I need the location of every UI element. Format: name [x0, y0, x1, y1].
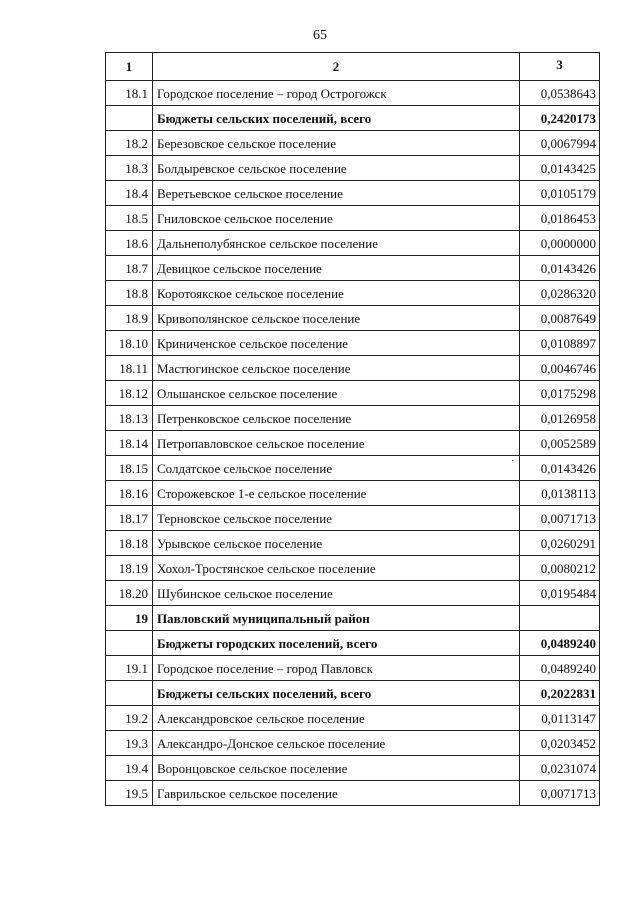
row-value-cell: 0,0175298: [520, 381, 600, 406]
table-row: [106, 406, 600, 431]
table-row: [106, 231, 600, 256]
budget-table: [105, 52, 600, 806]
row-value-cell: 0,0105179: [520, 181, 600, 206]
table-row: [106, 606, 600, 631]
column-header-2: 2: [153, 53, 520, 81]
row-name-cell: Гаврильское сельское поселение: [153, 781, 520, 806]
table-row: [106, 306, 600, 331]
row-number-cell: 19.4: [106, 756, 153, 781]
row-number-cell: 18.5: [106, 206, 153, 231]
row-number-cell: [106, 631, 153, 656]
row-name-cell: Шубинское сельское поселение: [153, 581, 520, 606]
table-row: [106, 331, 600, 356]
table-row: [106, 181, 600, 206]
row-name-cell: Березовское сельское поселение: [153, 131, 520, 156]
row-number-cell: 19.2: [106, 706, 153, 731]
row-name-cell: Петренковское сельское поселение: [153, 406, 520, 431]
row-name-cell: Болдыревское сельское поселение: [153, 156, 520, 181]
row-name-cell: Бюджеты сельских поселений, всего: [153, 106, 520, 131]
row-number-cell: 18.2: [106, 131, 153, 156]
row-value-cell: 0,0046746: [520, 356, 600, 381]
row-value-cell: 0,0143426: [520, 256, 600, 281]
row-number-cell: [106, 106, 153, 131]
row-name-cell: Бюджеты городских поселений, всего: [153, 631, 520, 656]
row-value-cell: 0,0113147: [520, 706, 600, 731]
row-number-cell: 18.8: [106, 281, 153, 306]
row-name-cell: Александровское сельское поселение: [153, 706, 520, 731]
row-value-cell: 0,0067994: [520, 131, 600, 156]
row-value-cell: 0,0186453: [520, 206, 600, 231]
row-number-cell: [106, 681, 153, 706]
column-header-1: 1: [106, 53, 153, 81]
table-row: [106, 106, 600, 131]
row-number-cell: 18.10: [106, 331, 153, 356]
row-name-cell: Веретьевское сельское поселение: [153, 181, 520, 206]
row-name-cell: Солдатское сельское поселение: [153, 456, 520, 481]
row-number-cell: 19.5: [106, 781, 153, 806]
table-row: [106, 356, 600, 381]
table-row: [106, 656, 600, 681]
table-row: [106, 381, 600, 406]
row-value-cell: 0,0260291: [520, 531, 600, 556]
row-name-cell: Коротоякское сельское поселение: [153, 281, 520, 306]
row-number-cell: 18.15: [106, 456, 153, 481]
row-number-cell: 18.17: [106, 506, 153, 531]
row-value-cell: 0,0286320: [520, 281, 600, 306]
table-row: [106, 81, 600, 106]
row-name-cell: Городское поселение – город Павловск: [153, 656, 520, 681]
row-number-cell: 19.3: [106, 731, 153, 756]
row-value-cell: 0,0489240: [520, 631, 600, 656]
table-row: [106, 731, 600, 756]
row-name-cell: Петропавловское сельское поселение: [153, 431, 520, 456]
table-row: [106, 156, 600, 181]
row-number-cell: 18.16: [106, 481, 153, 506]
row-value-cell: 0,0489240: [520, 656, 600, 681]
table-row: [106, 531, 600, 556]
row-value-cell: 0,2022831: [520, 681, 600, 706]
row-value-cell: 0,0203452: [520, 731, 600, 756]
table-row: [106, 256, 600, 281]
row-value-cell: 0,0195484: [520, 581, 600, 606]
row-name-cell: Урывское сельское поселение: [153, 531, 520, 556]
row-number-cell: 18.19: [106, 556, 153, 581]
row-name-cell: Девицкое сельское поселение: [153, 256, 520, 281]
row-value-cell: 0,0231074: [520, 756, 600, 781]
row-value-cell: 0,0000000: [520, 231, 600, 256]
row-number-cell: 18.14: [106, 431, 153, 456]
table-row: [106, 206, 600, 231]
row-number-cell: 18.9: [106, 306, 153, 331]
table-row: [106, 581, 600, 606]
row-value-cell: 0,0071713: [520, 506, 600, 531]
row-number-cell: 18.1: [106, 81, 153, 106]
row-name-cell: Кривополянское сельское поселение: [153, 306, 520, 331]
row-name-cell: Дальнеполубянское сельское поселение: [153, 231, 520, 256]
row-number-cell: 18.6: [106, 231, 153, 256]
row-name-cell: Мастюгинское сельское поселение: [153, 356, 520, 381]
row-name-cell: Хохол-Тростянское сельское поселение: [153, 556, 520, 581]
table-row: [106, 131, 600, 156]
row-number-cell: 18.20: [106, 581, 153, 606]
table-row: [106, 706, 600, 731]
row-value-cell: 0,0108897: [520, 331, 600, 356]
table-row: [106, 756, 600, 781]
table-row: [106, 631, 600, 656]
row-number-cell: 18.11: [106, 356, 153, 381]
table-header-row: [106, 53, 600, 81]
row-number-cell: 19: [106, 606, 153, 631]
row-name-cell: Воронцовское сельское поселение: [153, 756, 520, 781]
row-value-cell: 0,0138113: [520, 481, 600, 506]
table-row: [106, 506, 600, 531]
row-number-cell: 19.1: [106, 656, 153, 681]
row-name-cell: Криниченское сельское поселение: [153, 331, 520, 356]
table-row: [106, 456, 600, 481]
row-number-cell: 18.13: [106, 406, 153, 431]
row-number-cell: 18.3: [106, 156, 153, 181]
row-name-cell: Павловский муниципальный район: [153, 606, 520, 631]
row-name-cell: Городское поселение – город Острогожск: [153, 81, 520, 106]
row-value-cell: 0,0052589: [520, 431, 600, 456]
table-row: [106, 431, 600, 456]
table-row: [106, 781, 600, 806]
row-number-cell: 18.7: [106, 256, 153, 281]
row-value-cell: 0,0087649: [520, 306, 600, 331]
row-value-cell: 0,0143426: [520, 456, 600, 481]
row-name-cell: Терновское сельское поселение: [153, 506, 520, 531]
row-name-cell: Бюджеты сельских поселений, всего: [153, 681, 520, 706]
row-name-cell: Ольшанское сельское поселение: [153, 381, 520, 406]
page-number: 65: [313, 28, 327, 43]
row-name-cell: Александро-Донское сельское поселение: [153, 731, 520, 756]
row-value-cell: 0,0538643: [520, 81, 600, 106]
row-value-cell: 0,0071713: [520, 781, 600, 806]
row-value-cell: 0,0126958: [520, 406, 600, 431]
row-number-cell: 18.4: [106, 181, 153, 206]
row-name-cell: Сторожевское 1-е сельское поселение: [153, 481, 520, 506]
row-number-cell: 18.18: [106, 531, 153, 556]
row-value-cell: 0,0143425: [520, 156, 600, 181]
table-row: [106, 556, 600, 581]
row-value-cell: [520, 606, 600, 631]
table-row: [106, 281, 600, 306]
row-value-cell: 0,0080212: [520, 556, 600, 581]
row-number-cell: 18.12: [106, 381, 153, 406]
column-header-3: 3: [520, 53, 600, 81]
row-value-cell: 0,2420173: [520, 106, 600, 131]
table-row: [106, 481, 600, 506]
table-row: [106, 681, 600, 706]
scan-mark: ·: [511, 455, 515, 467]
row-name-cell: Гниловское сельское поселение: [153, 206, 520, 231]
